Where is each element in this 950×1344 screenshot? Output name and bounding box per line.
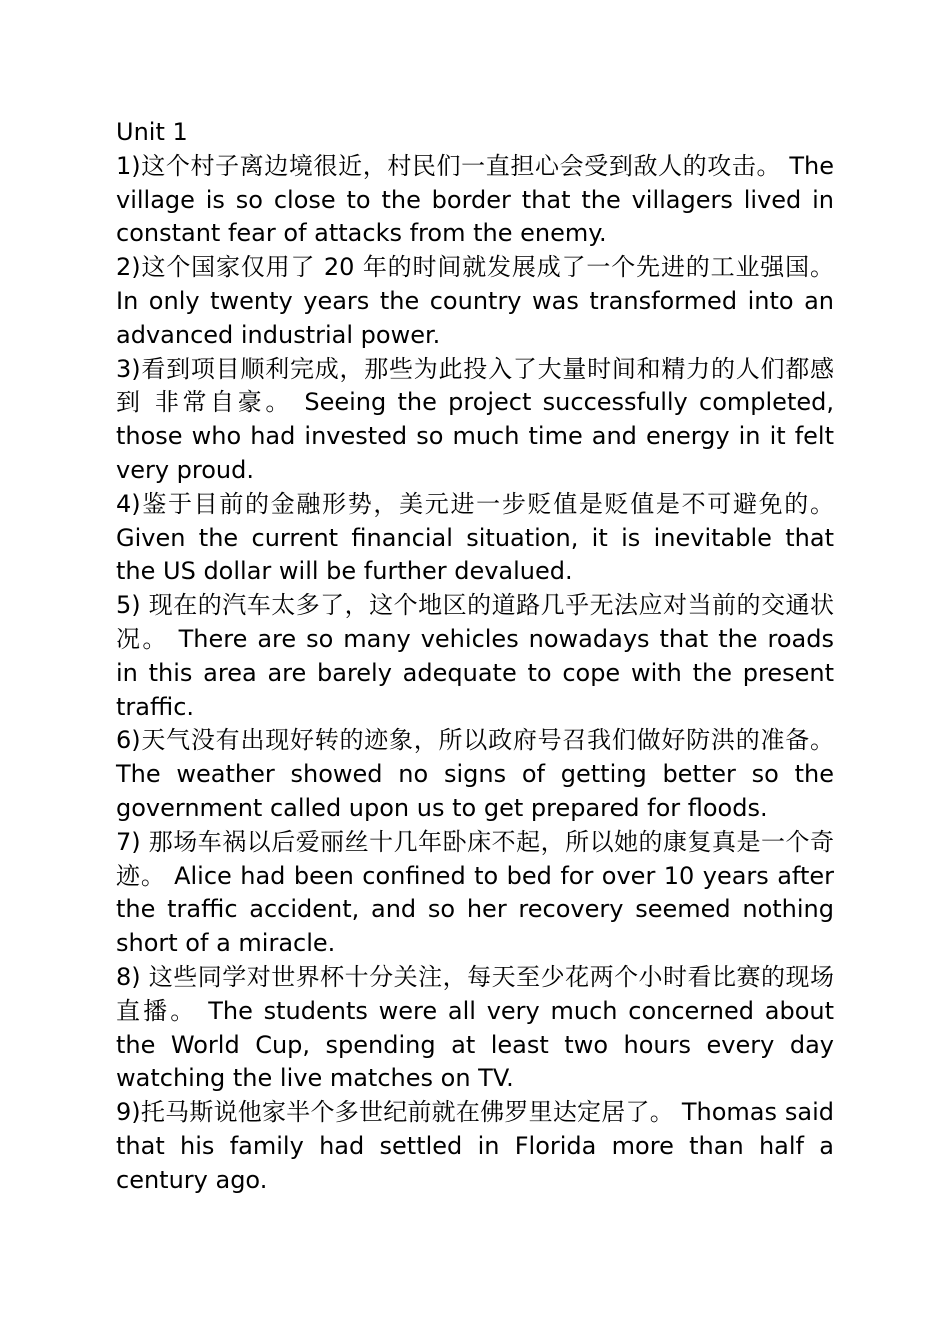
chinese-sentence: 5) 现在的汽车太多了，这个地区的道路几乎无法应对当前的交通状 况。: [116, 591, 834, 653]
chinese-sentence: 1)这个村子离边境很近，村民们一直担心会受到敌人的攻击。: [116, 151, 782, 180]
chinese-sentence: 3)看到项目顺利完成，那些为此投入了大量时间和精力的人们都感到 非常自豪。: [116, 354, 834, 417]
chinese-sentence: 6)天气没有出现好转的迹象，所以政府号召我们做好防洪的准备。: [116, 726, 834, 755]
chinese-sentence: 4)鉴于目前的金融形势，美元进一步贬值是贬值是不可避免的。: [116, 489, 834, 518]
chinese-sentence: 9)托马斯说他家半个多世纪前就在佛罗里达定居了。: [116, 1098, 674, 1127]
english-translation: In only twenty years the country was transformed into an advanced industrial power.: [116, 286, 834, 349]
sentence-item: [116, 724, 834, 825]
chinese-sentence: 8) 这些同学对世界杯十分关注，每天至少花两个小时看比赛的现场 直播。: [116, 962, 834, 1025]
english-translation: The village is so close to the border that the villagers lived in constant fear of attacks from the enemy.: [116, 151, 834, 248]
sentence-item: [116, 488, 834, 589]
english-translation: The weather showed no signs of getting better so the government called upon us to get prepared for floods.: [116, 760, 834, 822]
document-page: [116, 116, 834, 1198]
sentence-item: [116, 589, 834, 724]
english-translation: Thomas said that his family had settled in Florida more than half a century ago.: [116, 1098, 834, 1194]
sentence-item: [116, 826, 834, 961]
english-translation: Alice had been confined to bed for over 10 years after the traffic accident, and so her recovery seemed nothing short of a miracle.: [116, 861, 835, 958]
sentence-item: [116, 1096, 834, 1197]
english-translation: Seeing the project successfully completed, those who had invested so much time and energy in it felt very proud.: [116, 388, 834, 484]
sentence-item: [116, 251, 834, 352]
english-translation: There are so many vehicles nowadays that the roads in this area are barely adequate to cope with the present traffic.: [116, 624, 835, 721]
unit-heading: Unit 1: [116, 118, 188, 146]
chinese-sentence: 2)这个国家仅用了 20 年的时间就发展成了一个先进的工业强国。: [116, 253, 834, 282]
sentence-item: [116, 150, 834, 251]
sentence-item: [116, 961, 834, 1096]
english-translation: Given the current financial situation, it is inevitable that the US dollar will be further devalued.: [116, 523, 834, 586]
chinese-sentence: 7) 那场车祸以后爱丽丝十几年卧床不起，所以她的康复真是一个奇迹。: [116, 827, 834, 890]
english-translation: The students were all very much concerned about the World Cup, spending at least two hours every day watching the live matches on TV.: [116, 996, 834, 1093]
sentence-item: [116, 353, 834, 488]
